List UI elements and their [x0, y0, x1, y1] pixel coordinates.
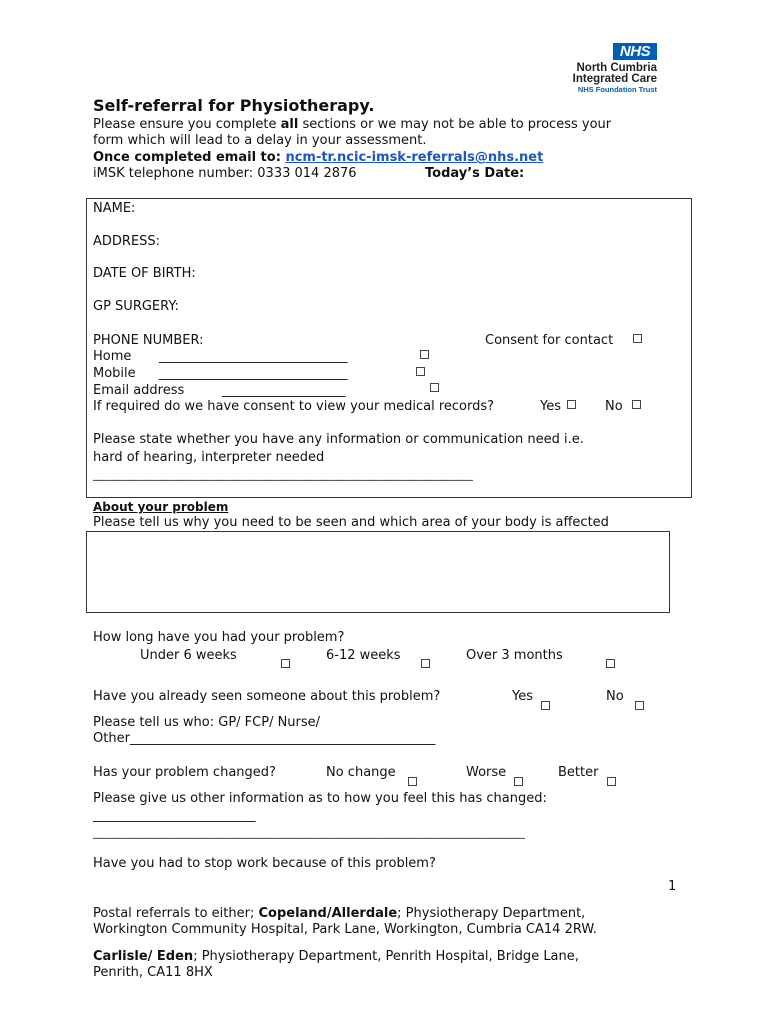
- better-checkbox[interactable]: [607, 777, 616, 786]
- under-6-weeks-checkbox[interactable]: [281, 659, 290, 668]
- who-label: Please tell us who: GP/ FCP/ Nurse/: [93, 715, 321, 730]
- problem-prompt: Please tell us why you need to be seen and which area of your body is affected: [93, 515, 609, 530]
- home-label: Home: [93, 349, 132, 364]
- address-label: ADDRESS:: [93, 234, 161, 249]
- records-no-checkbox[interactable]: [632, 400, 641, 409]
- records-yes-checkbox[interactable]: [567, 400, 576, 409]
- problem-description-field[interactable]: [86, 531, 670, 613]
- dob-label: DATE OF BIRTH:: [93, 266, 196, 281]
- email-address-checkbox[interactable]: [430, 383, 439, 392]
- no-change-label: No change: [326, 765, 396, 780]
- change-info-field-line1[interactable]: _________________________: [93, 808, 256, 823]
- seen-no-checkbox[interactable]: [635, 701, 644, 710]
- under-6-weeks-label: Under 6 weeks: [140, 648, 237, 663]
- seen-someone-question: Have you already seen someone about this problem?: [93, 689, 441, 704]
- communication-need-line2: hard of hearing, interpreter needed: [93, 450, 325, 465]
- medical-records-question: If required do we have consent to view your medical records?: [93, 399, 495, 414]
- nhs-logo-badge: NHS: [613, 43, 657, 60]
- home-phone-field[interactable]: _____________________________: [159, 349, 348, 364]
- consent-contact-label: Consent for contact: [485, 333, 614, 348]
- postal-referrals-line2: Workington Community Hospital, Park Lane, Workington, Cumbria CA14 2RW.: [93, 922, 597, 937]
- no-change-checkbox[interactable]: [408, 777, 417, 786]
- mobile-phone-field[interactable]: _____________________________: [159, 366, 348, 381]
- todays-date-label: Today’s Date:: [425, 166, 525, 181]
- home-phone-checkbox[interactable]: [420, 350, 429, 359]
- changed-question: Has your problem changed?: [93, 765, 276, 780]
- records-yes-label: Yes: [540, 399, 561, 414]
- page-title: Self-referral for Physiotherapy.: [93, 96, 375, 115]
- carlisle-eden-line2: Penrith, CA11 8HX: [93, 965, 213, 980]
- carlisle-eden-line1: Carlisle/ Eden; Physiotherapy Department, Penrith Hospital, Bridge Lane,: [93, 949, 579, 964]
- imsk-phone: iMSK telephone number: 0333 014 2876: [93, 166, 357, 181]
- intro-line2: form which will lead to a delay in your assessment.: [93, 133, 427, 148]
- how-long-question: How long have you had your problem?: [93, 630, 345, 645]
- over-3-months-label: Over 3 months: [466, 648, 563, 663]
- change-info-prompt: Please give us other information as to how you feel this has changed:: [93, 791, 547, 806]
- intro-line1: Please ensure you complete all sections or we may not be able to process your: [93, 117, 612, 132]
- stop-work-question: Have you had to stop work because of this problem?: [93, 856, 436, 871]
- seen-yes-checkbox[interactable]: [541, 701, 550, 710]
- postal-referrals-line1: Postal referrals to either; Copeland/Allerdale; Physiotherapy Department,: [93, 906, 586, 921]
- email-instruction: Once completed email to: ncm-tr.ncic-imsk-referrals@nhs.net: [93, 150, 544, 165]
- gp-surgery-label: GP SURGERY:: [93, 299, 179, 314]
- better-label: Better: [558, 765, 599, 780]
- page-number: 1: [668, 879, 677, 894]
- problem-heading: About your problem: [93, 500, 229, 514]
- worse-label: Worse: [466, 765, 507, 780]
- worse-checkbox[interactable]: [514, 777, 523, 786]
- seen-no-label: No: [606, 689, 624, 704]
- email-address-field[interactable]: ___________________: [222, 383, 346, 398]
- records-no-label: No: [605, 399, 623, 414]
- who-other-field[interactable]: Other_______________________________________________: [93, 731, 436, 746]
- communication-need-field[interactable]: _________________________________________________________________________: [93, 468, 473, 481]
- seen-yes-label: Yes: [512, 689, 533, 704]
- over-3-months-checkbox[interactable]: [606, 659, 615, 668]
- 6-12-weeks-label: 6-12 weeks: [326, 648, 401, 663]
- 6-12-weeks-checkbox[interactable]: [421, 659, 430, 668]
- mobile-label: Mobile: [93, 366, 136, 381]
- mobile-phone-checkbox[interactable]: [416, 367, 425, 376]
- phone-number-label: PHONE NUMBER:: [93, 333, 204, 348]
- org-name-line3: NHS Foundation Trust: [577, 85, 657, 94]
- consent-contact-checkbox[interactable]: [633, 334, 642, 343]
- communication-need-line1: Please state whether you have any information or communication need i.e.: [93, 432, 584, 447]
- email-address-label: Email address: [93, 383, 185, 398]
- org-name-line1: North Cumbria: [576, 62, 657, 74]
- change-info-field-line2[interactable]: ___________________________________________________________________________________: [93, 826, 525, 839]
- name-label: NAME:: [93, 201, 136, 216]
- referral-email-link[interactable]: ncm-tr.ncic-imsk-referrals@nhs.net: [285, 150, 544, 165]
- org-name-line2: Integrated Care: [572, 73, 657, 85]
